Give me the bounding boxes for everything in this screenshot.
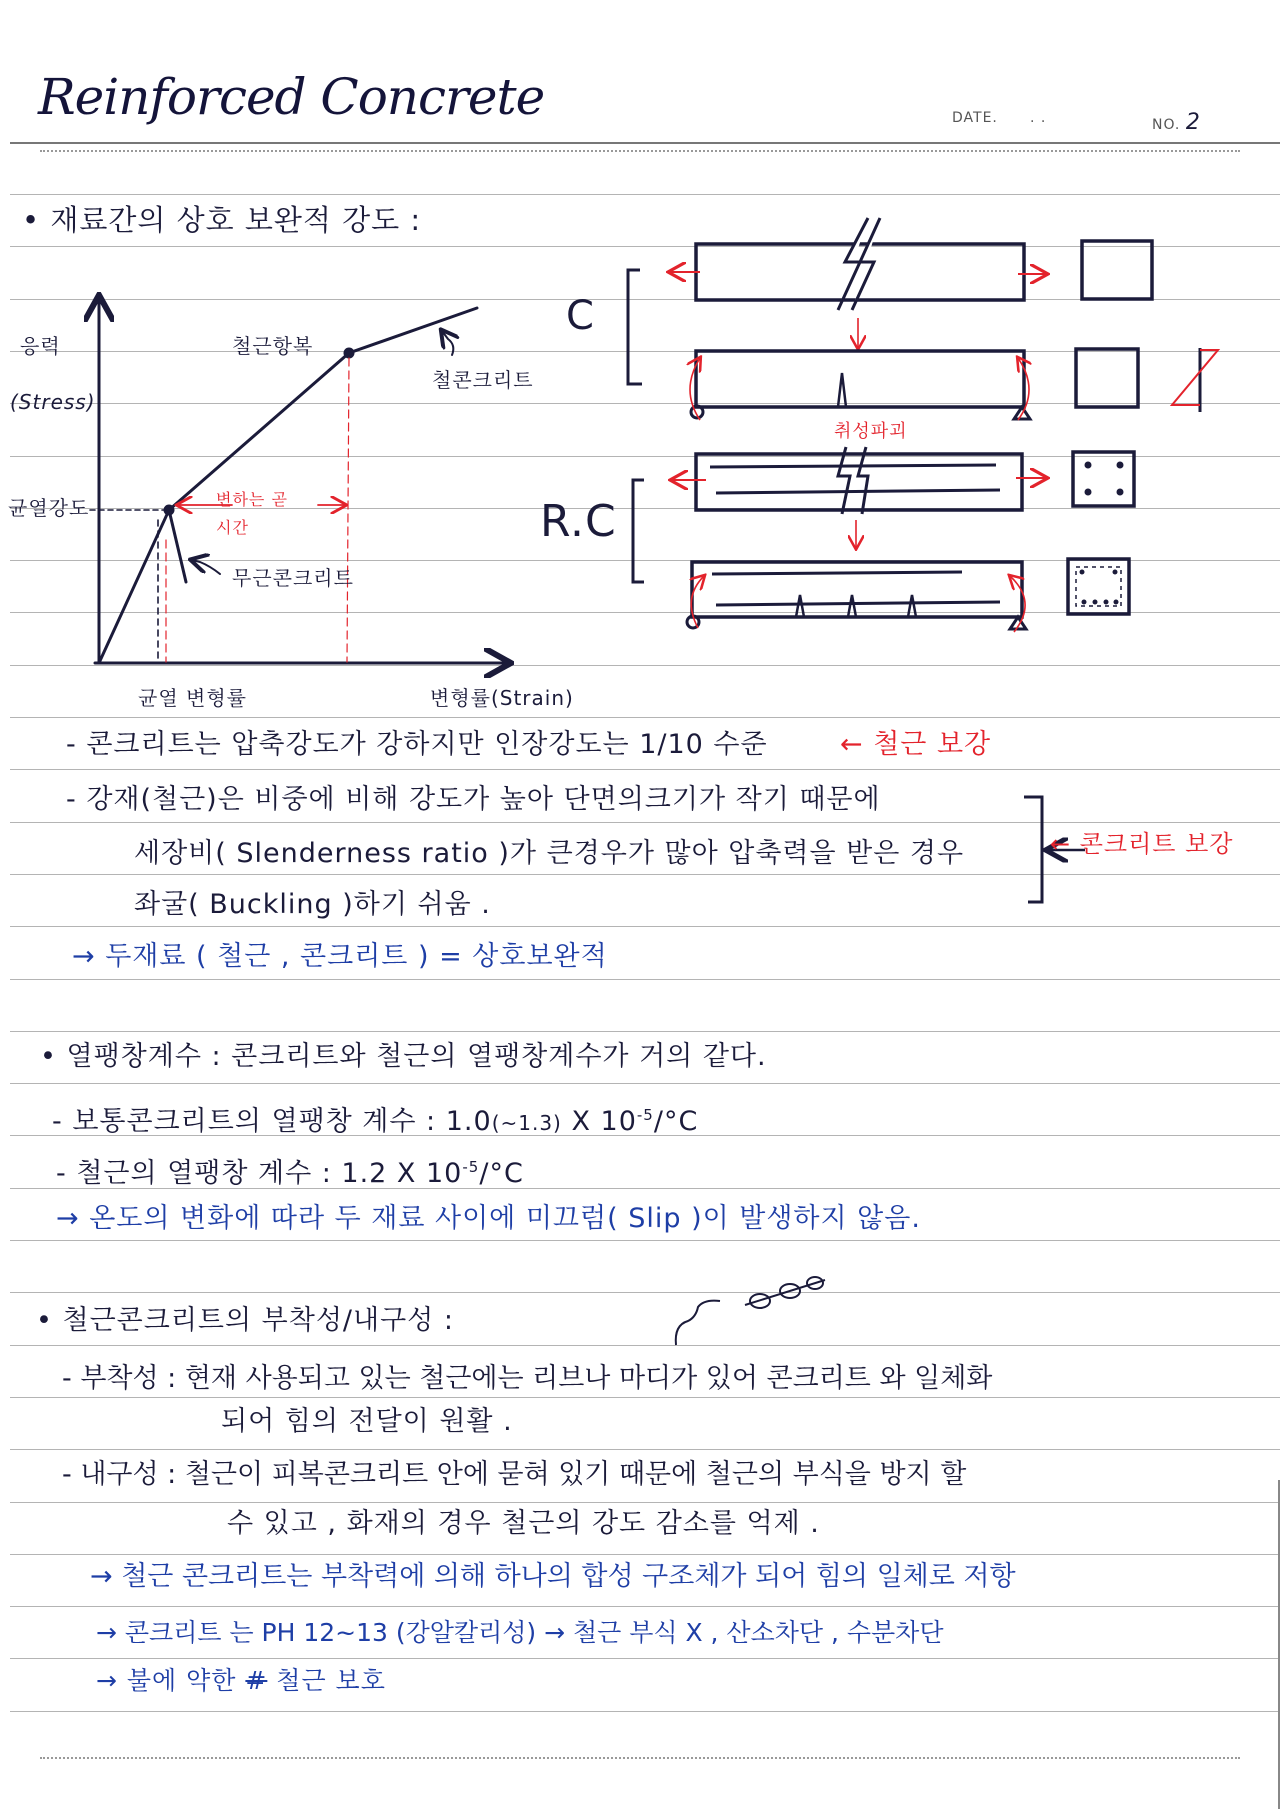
rc-label: R.C [540,496,617,547]
time-note-1: 변하는 곧 [216,490,288,509]
arrow-note-pre: → 불에 약한 [96,1666,246,1695]
yield-point [345,349,353,357]
crack-strength-label: 균열강도 [8,496,90,520]
note-line: 세장비( Slenderness ratio )가 큰경우가 많아 압축력을 받은 경우 [134,838,965,869]
concrete-coefficient-text: - 보통콘크리트의 열팽창 계수 : 1.0 [52,1106,492,1137]
section1-conclusion: → 두재료 ( 철근 , 콘크리트 ) = 상호보완적 [72,941,608,972]
steel-coefficient-exp: -5 [462,1158,480,1176]
steel-coefficient [56,1151,524,1190]
plain-pointer [192,560,220,574]
notes-bracket [1024,797,1042,902]
rc-pointer [442,331,453,355]
y-axis-label-en: (Stress) [10,390,96,414]
steel-coefficient-text: - 철근의 열팽창 계수 : 1.2 X 10 [56,1158,463,1189]
stress-distribution-icon [1172,348,1218,412]
rc-section-1 [1073,452,1134,506]
adhesion-line-2: 되어 힘의 전달이 원활 . [221,1406,513,1437]
section1-heading: • 재료간의 상호 보완적 강도 : [22,203,422,237]
plain-concrete-label: 무근콘크리트 [232,566,354,590]
rc-bracket [633,480,644,582]
concrete-coefficient-mult: X 10 [561,1106,637,1137]
time-note-2: 시간 [216,518,249,537]
crack-icon [838,447,868,514]
durability-line-2: 수 있고 , 화재의 경우 철근의 강도 감소를 억제 . [227,1508,820,1539]
plain-concrete-bending-beam [690,351,1030,420]
rc-bending-beam [687,562,1026,632]
steel-coefficient-unit: /°C [479,1158,524,1189]
date-dots: . . [1030,110,1047,126]
plain-concrete-descent [169,510,186,582]
durability-line-1: - 내구성 : 철근이 피복콘크리트 안에 묻혀 있기 때문에 철근의 부식을 방지 할 [62,1459,967,1490]
steel-yield-label: 철근항복 [232,334,314,358]
concrete-coefficient-exp: -5 [636,1106,654,1124]
brittle-failure-label: 취성파괴 [834,421,908,442]
rc-curve-label: 철콘크리트 [432,368,534,392]
page-number-label: NO. [1152,117,1181,133]
cross-sections [1068,241,1218,614]
concrete-coefficient [52,1099,698,1139]
concrete-coefficient-unit: /°C [653,1106,699,1137]
rc-tension-beam [672,447,1046,548]
plain-section-2 [1076,349,1138,407]
struck-out-mark: # [245,1666,268,1695]
note-line: - 콘크리트는 압축강도가 강하지만 인장강도는 1/10 수준 [66,729,768,760]
crack-icon [838,218,880,310]
plain-section-1 [1082,241,1152,299]
note-line: - 강재(철근)은 비중에 비해 강도가 높아 단면의크기가 작기 때문에 [66,784,881,815]
adhesion-line-1: - 부착성 : 현재 사용되고 있는 철근에는 리브나 마디가 있어 콘크리트 와 일체화 [62,1363,993,1394]
c-label: C [566,293,595,339]
date-label: DATE. [952,110,998,126]
plain-concrete-tension-beam [670,218,1046,348]
red-guide-2 [347,358,349,662]
x-axis-label: 변형률(Strain) [430,686,574,710]
y-axis-label: 응력 [20,334,61,358]
note-line: 좌굴( Buckling )하기 쉬움 . [134,889,491,920]
arrow-note: → 철근 콘크리트는 부착력에 의해 하나의 합성 구조체가 되어 힘의 일체로 저항 [90,1561,1016,1592]
page-title: Reinforced Concrete [38,68,545,126]
section2-heading: • 열팽창계수 : 콘크리트와 철근의 열팽창계수가 거의 같다. [40,1041,767,1072]
rebar-rib-doodle-icon [676,1277,825,1345]
note1-annotation: ← 철근 보강 [840,729,992,760]
section3-heading: • 철근콘크리트의 부착성/내구성 : [36,1305,454,1336]
crack-strain-label: 균열 변형률 [138,686,247,710]
arrow-note [96,1665,386,1697]
arrow-note: → 콘크리트 는 PH 12~13 (강알칼리성) → 철근 부식 X , 산소차단 , 수분차단 [96,1618,944,1647]
bracket-annotation: ← 콘크리트 보강 [1050,830,1234,858]
c-bracket [628,270,642,384]
page-number-value: 2 [1185,110,1201,135]
arrow-note-post: 철근 보호 [267,1666,386,1695]
section2-conclusion: → 온도의 변화에 따라 두 재료 사이에 미끄럼( Slip )이 발생하지 않음. [56,1203,921,1234]
concrete-coefficient-range: (~1.3) [491,1111,562,1135]
